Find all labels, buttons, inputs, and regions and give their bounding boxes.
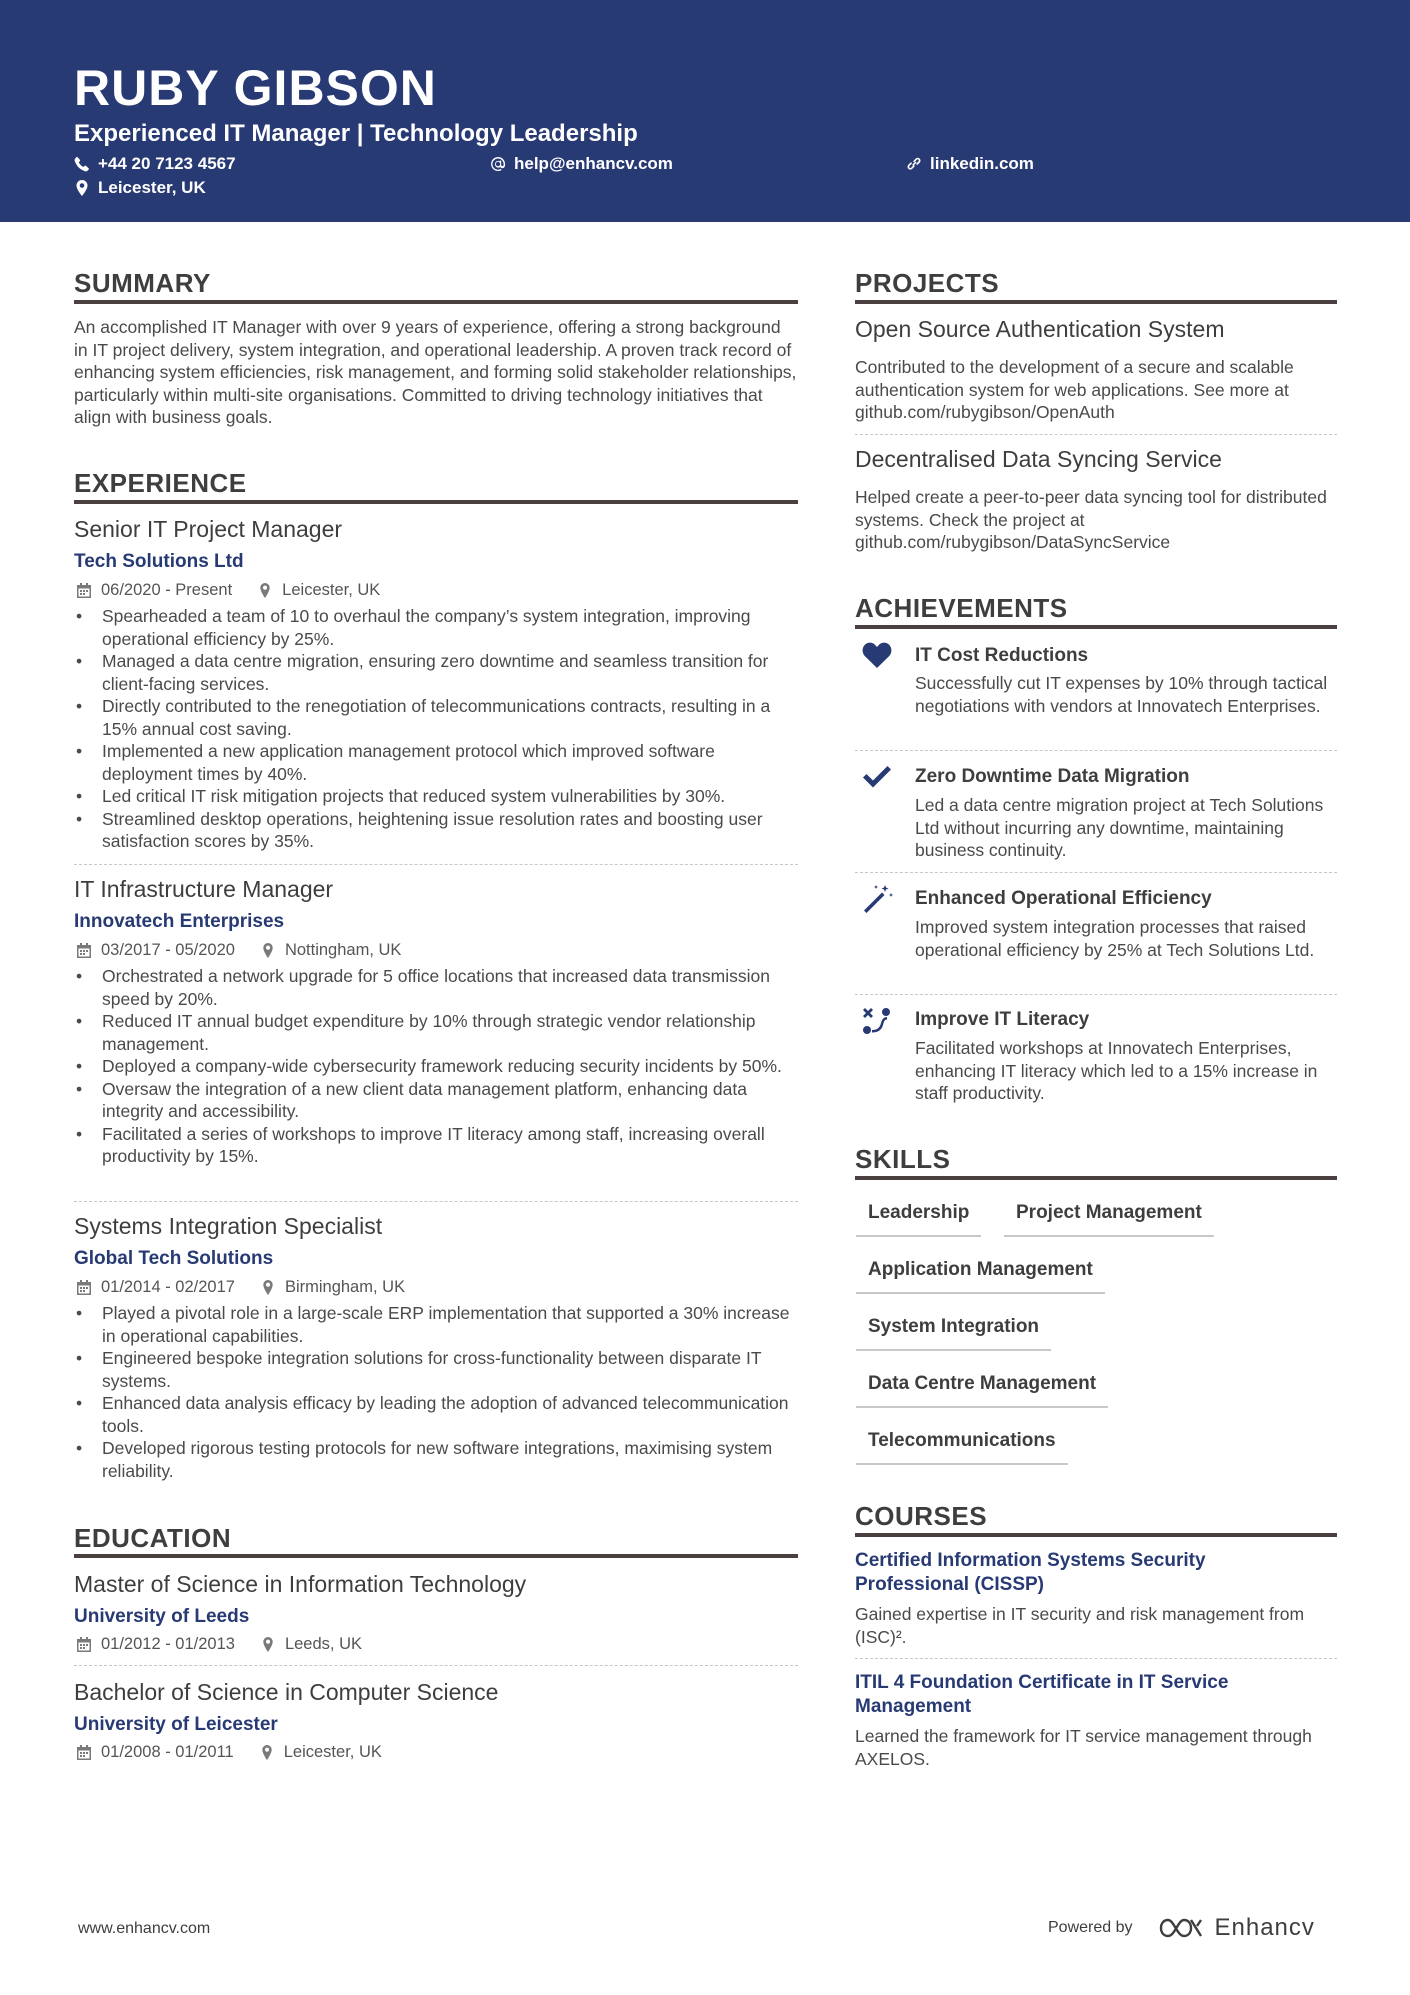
map-pin-icon xyxy=(260,1745,274,1760)
list-item: • Managed a data centre migration, ensuring zero downtime and seamless transition for client-facing services. xyxy=(74,650,802,695)
calendar-icon xyxy=(77,1280,91,1295)
list-item: • Facilitated a series of workshops to improve IT literacy among staff, increasing overall productivity by 15%. xyxy=(74,1123,802,1168)
divider xyxy=(855,750,1337,751)
list-item: • Reduced IT annual budget expenditure by 10% through strategic vendor relationship management. xyxy=(74,1010,802,1055)
divider xyxy=(855,1658,1337,1659)
projects-heading: PROJECTS xyxy=(855,268,1000,298)
contact-email[interactable] xyxy=(490,153,673,175)
achievement-title: Enhanced Operational Efficiency xyxy=(915,888,1212,909)
job-dates: 03/2017 - 05/2020 xyxy=(101,941,235,959)
phone-text: +44 20 7123 4567 xyxy=(98,154,236,173)
list-item: • Orchestrated a network upgrade for 5 office locations that increased data transmission speed by 20%. xyxy=(74,965,802,1010)
brand-logo[interactable] xyxy=(1157,1914,1315,1942)
course-title: Certified Information Systems Security Professional (CISSP) xyxy=(855,1550,1206,1595)
divider xyxy=(74,1201,798,1202)
phone-icon xyxy=(74,156,90,172)
achievement-text: Successfully cut IT expenses by 10% through tactical negotiations with vendors at Innovatech Enterprises. xyxy=(915,673,1328,716)
enhancv-logo-icon xyxy=(1157,1915,1205,1941)
contact-location xyxy=(74,177,206,199)
skill-tag: Application Management xyxy=(856,1258,1105,1294)
job-dates: 01/2014 - 02/2017 xyxy=(101,1278,235,1296)
divider xyxy=(855,872,1337,873)
school-name: University of Leicester xyxy=(74,1714,278,1735)
list-item: • Developed rigorous testing protocols for new software integrations, maximising system reliability. xyxy=(74,1437,802,1482)
contact-linkedin[interactable] xyxy=(906,153,1034,175)
achievement-text: Improved system integration processes that raised operational efficiency by 25% at Tech Solutions Ltd. xyxy=(915,917,1315,960)
summary-text: An accomplished IT Manager with over 9 years of experience, offering a strong background in IT project delivery, system integration, and operational leadership. A proven track record of enhancing system efficiencies, risk management, and forming solid stakeholder relationships, particularly within multi-site organisations. Committed to driving technology initiatives that align with business goals. xyxy=(74,317,797,427)
skills-rule xyxy=(855,1176,1337,1180)
footer-website[interactable]: www.enhancv.com xyxy=(78,1920,211,1937)
achievements-rule xyxy=(855,625,1337,629)
list-item: • Implemented a new application management protocol which improved software deployment times by 40%. xyxy=(74,740,802,785)
list-item: • Streamlined desktop operations, heightening issue resolution rates and boosting user satisfaction scores by 35%. xyxy=(74,808,802,853)
job-meta xyxy=(77,579,380,601)
candidate-title: Experienced IT Manager | Technology Leadership xyxy=(74,120,638,147)
job-location: Leicester, UK xyxy=(282,581,381,599)
location-text: Leicester, UK xyxy=(98,178,206,197)
job-title: Senior IT Project Manager xyxy=(74,516,343,542)
powered-by-label: Powered by xyxy=(1048,1919,1133,1936)
education-dates: 01/2008 - 01/2011 xyxy=(101,1743,234,1761)
skill-tag: Data Centre Management xyxy=(856,1372,1108,1408)
list-item: • Directly contributed to the renegotiation of telecommunications contracts, resulting in a 15% annual cost saving. xyxy=(74,695,802,740)
company-name: Tech Solutions Ltd xyxy=(74,551,244,572)
courses-heading: COURSES xyxy=(855,1501,988,1531)
list-item: • Oversaw the integration of a new client data management platform, enhancing data integrity and accessibility. xyxy=(74,1078,802,1123)
job-bullets xyxy=(74,605,802,853)
contact-phone[interactable] xyxy=(74,153,236,175)
skill-tag: Telecommunications xyxy=(856,1429,1068,1465)
calendar-icon xyxy=(77,583,91,598)
route-icon xyxy=(860,1004,894,1038)
list-item: • Spearheaded a team of 10 to overhaul the company’s system integration, improving operational efficiency by 25%. xyxy=(74,605,802,650)
skill-tag: Project Management xyxy=(1004,1201,1214,1237)
course-title: ITIL 4 Foundation Certificate in IT Service Management xyxy=(855,1672,1229,1717)
candidate-name: RUBY GIBSON xyxy=(74,60,437,116)
achievement-title: Improve IT Literacy xyxy=(915,1009,1090,1030)
experience-rule xyxy=(74,500,798,504)
achievement-title: IT Cost Reductions xyxy=(915,645,1089,666)
list-item: • Engineered bespoke integration solutions for cross-functionality between disparate IT systems. xyxy=(74,1347,802,1392)
list-item: • Enhanced data analysis efficacy by leading the adoption of advanced telecommunication tools. xyxy=(74,1392,802,1437)
link-icon xyxy=(906,156,922,172)
job-meta xyxy=(77,1276,405,1298)
education-meta xyxy=(77,1741,382,1763)
summary-heading: SUMMARY xyxy=(74,268,211,298)
brand-name: Enhancv xyxy=(1214,1914,1315,1941)
map-pin-icon xyxy=(261,943,275,958)
check-icon xyxy=(860,760,894,794)
degree-title: Bachelor of Science in Computer Science xyxy=(74,1679,499,1705)
job-title: IT Infrastructure Manager xyxy=(74,876,334,902)
skill-tag: System Integration xyxy=(856,1315,1051,1351)
footer-branding xyxy=(1048,1914,1315,1942)
linkedin-text: linkedin.com xyxy=(930,154,1034,173)
degree-title: Master of Science in Information Technology xyxy=(74,1571,527,1597)
experience-heading: EXPERIENCE xyxy=(74,468,247,498)
project-title: Decentralised Data Syncing Service xyxy=(855,446,1222,472)
skills-heading: SKILLS xyxy=(855,1144,951,1174)
map-pin-icon xyxy=(258,583,272,598)
calendar-icon xyxy=(77,1637,91,1652)
courses-rule xyxy=(855,1533,1337,1537)
job-title: Systems Integration Specialist xyxy=(74,1213,383,1239)
resume-header xyxy=(0,0,1410,222)
school-name: University of Leeds xyxy=(74,1606,250,1627)
course-description: Learned the framework for IT service management through AXELOS. xyxy=(855,1726,1312,1769)
job-location: Nottingham, UK xyxy=(284,941,402,959)
divider xyxy=(74,1665,798,1666)
education-heading: EDUCATION xyxy=(74,1523,232,1553)
achievement-text: Facilitated workshops at Innovatech Enterprises, enhancing IT literacy which led to a 15% increase in staff productivity. xyxy=(915,1038,1318,1103)
at-icon xyxy=(490,156,506,172)
job-dates: 06/2020 - Present xyxy=(101,581,233,599)
job-bullets xyxy=(74,1302,802,1482)
education-dates: 01/2012 - 01/2013 xyxy=(101,1635,235,1653)
map-pin-icon xyxy=(261,1280,275,1295)
divider xyxy=(74,864,798,865)
education-meta xyxy=(77,1633,362,1655)
projects-rule xyxy=(855,300,1337,304)
achievement-title: Zero Downtime Data Migration xyxy=(915,766,1190,787)
company-name: Innovatech Enterprises xyxy=(74,911,285,932)
magic-wand-icon xyxy=(860,882,894,916)
divider xyxy=(855,994,1337,995)
project-description: Helped create a peer-to-peer data syncing tool for distributed systems. Check the project at github.com/rubygibson/DataSyncService xyxy=(855,487,1327,552)
job-meta xyxy=(77,939,401,961)
education-location: Leicester, UK xyxy=(283,1743,382,1761)
course-description: Gained expertise in IT security and risk management from (ISC)². xyxy=(855,1604,1305,1647)
map-pin-icon xyxy=(74,180,90,196)
map-pin-icon xyxy=(261,1637,275,1652)
email-text: help@enhancv.com xyxy=(514,154,673,173)
heart-icon xyxy=(860,638,894,672)
list-item: • Played a pivotal role in a large-scale ERP implementation that supported a 30% increase in operational capabilities. xyxy=(74,1302,802,1347)
job-location: Birmingham, UK xyxy=(284,1278,406,1296)
divider xyxy=(855,434,1337,435)
calendar-icon xyxy=(77,943,91,958)
project-title: Open Source Authentication System xyxy=(855,316,1225,342)
list-item: • Led critical IT risk mitigation projects that reduced system vulnerabilities by 30%. xyxy=(74,785,802,808)
job-bullets xyxy=(74,965,802,1168)
achievement-text: Led a data centre migration project at Tech Solutions Ltd without incurring any downtime, maintaining business continuity. xyxy=(915,795,1324,860)
project-description: Contributed to the development of a secure and scalable authentication system for web applications. See more at github.com/rubygibson/OpenAuth xyxy=(855,357,1294,422)
summary-rule xyxy=(74,300,798,304)
education-location: Leeds, UK xyxy=(284,1635,362,1653)
calendar-icon xyxy=(77,1745,91,1760)
achievements-heading: ACHIEVEMENTS xyxy=(855,593,1068,623)
list-item: • Deployed a company-wide cybersecurity framework reducing security incidents by 50%. xyxy=(74,1055,802,1078)
education-rule xyxy=(74,1554,798,1558)
company-name: Global Tech Solutions xyxy=(74,1248,274,1269)
skill-tag: Leadership xyxy=(856,1201,981,1237)
